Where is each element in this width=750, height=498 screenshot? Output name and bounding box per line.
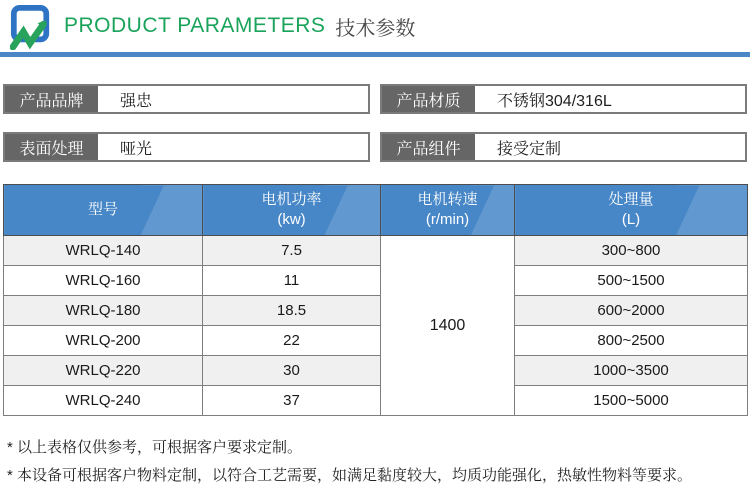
model-cell: WRLQ-180 — [4, 296, 203, 326]
table-row — [4, 236, 748, 266]
header-divider — [0, 52, 750, 57]
header-model: 型号 — [4, 185, 203, 236]
param-box-components — [380, 132, 747, 162]
capacity-cell: 1000~3500 — [515, 356, 748, 386]
table-row — [4, 326, 748, 356]
capacity-cell: 600~2000 — [515, 296, 748, 326]
brand-logo-icon — [10, 4, 52, 50]
header-motor-speed: 电机转速 (r/min) — [381, 185, 515, 236]
power-cell: 7.5 — [203, 236, 381, 266]
power-cell: 30 — [203, 356, 381, 386]
speed-merged-cell: 1400 — [381, 236, 515, 416]
param-value: 强忠 — [120, 92, 153, 110]
footnotes — [7, 434, 750, 490]
section-header — [0, 0, 750, 52]
table-row — [4, 356, 748, 386]
section-title-chinese: 技术参数 — [335, 17, 416, 40]
param-value: 接受定制 — [497, 140, 562, 158]
param-label: 产品材质 — [382, 86, 475, 112]
capacity-cell: 800~2500 — [515, 326, 748, 356]
header-motor-power: 电机功率 (kw) — [203, 185, 381, 236]
table-row — [4, 296, 748, 326]
model-cell: WRLQ-240 — [4, 386, 203, 416]
param-label: 表面处理 — [5, 134, 98, 160]
model-cell: WRLQ-200 — [4, 326, 203, 356]
power-cell: 22 — [203, 326, 381, 356]
table-row — [4, 386, 748, 416]
header-capacity: 处理量 (L) — [515, 185, 748, 236]
power-cell: 18.5 — [203, 296, 381, 326]
power-cell: 37 — [203, 386, 381, 416]
param-label: 产品品牌 — [5, 86, 98, 112]
power-cell: 11 — [203, 266, 381, 296]
footnote-2: * 本设备可根据客户物料定制，以符合工艺需要，如满足黏度较大，均质功能强化，热敏性物料等要求。 — [7, 467, 693, 484]
param-box-material — [380, 84, 747, 114]
table-row — [4, 266, 748, 296]
param-label: 产品组件 — [382, 134, 475, 160]
parameter-grid — [3, 84, 747, 162]
param-box-brand — [3, 84, 370, 114]
param-value: 不锈钢304/316L — [497, 92, 612, 110]
param-value: 哑光 — [120, 140, 153, 158]
capacity-cell: 1500~5000 — [515, 386, 748, 416]
model-cell: WRLQ-140 — [4, 236, 203, 266]
spec-table — [3, 184, 748, 416]
footnote-1: * 以上表格仅供参考，可根据客户要求定制。 — [7, 439, 303, 456]
capacity-cell: 500~1500 — [515, 266, 748, 296]
capacity-cell: 300~800 — [515, 236, 748, 266]
param-box-surface — [3, 132, 370, 162]
model-cell: WRLQ-160 — [4, 266, 203, 296]
model-cell: WRLQ-220 — [4, 356, 203, 386]
spec-table-header — [4, 185, 748, 236]
section-title-english: PRODUCT PARAMETERS — [64, 14, 326, 37]
